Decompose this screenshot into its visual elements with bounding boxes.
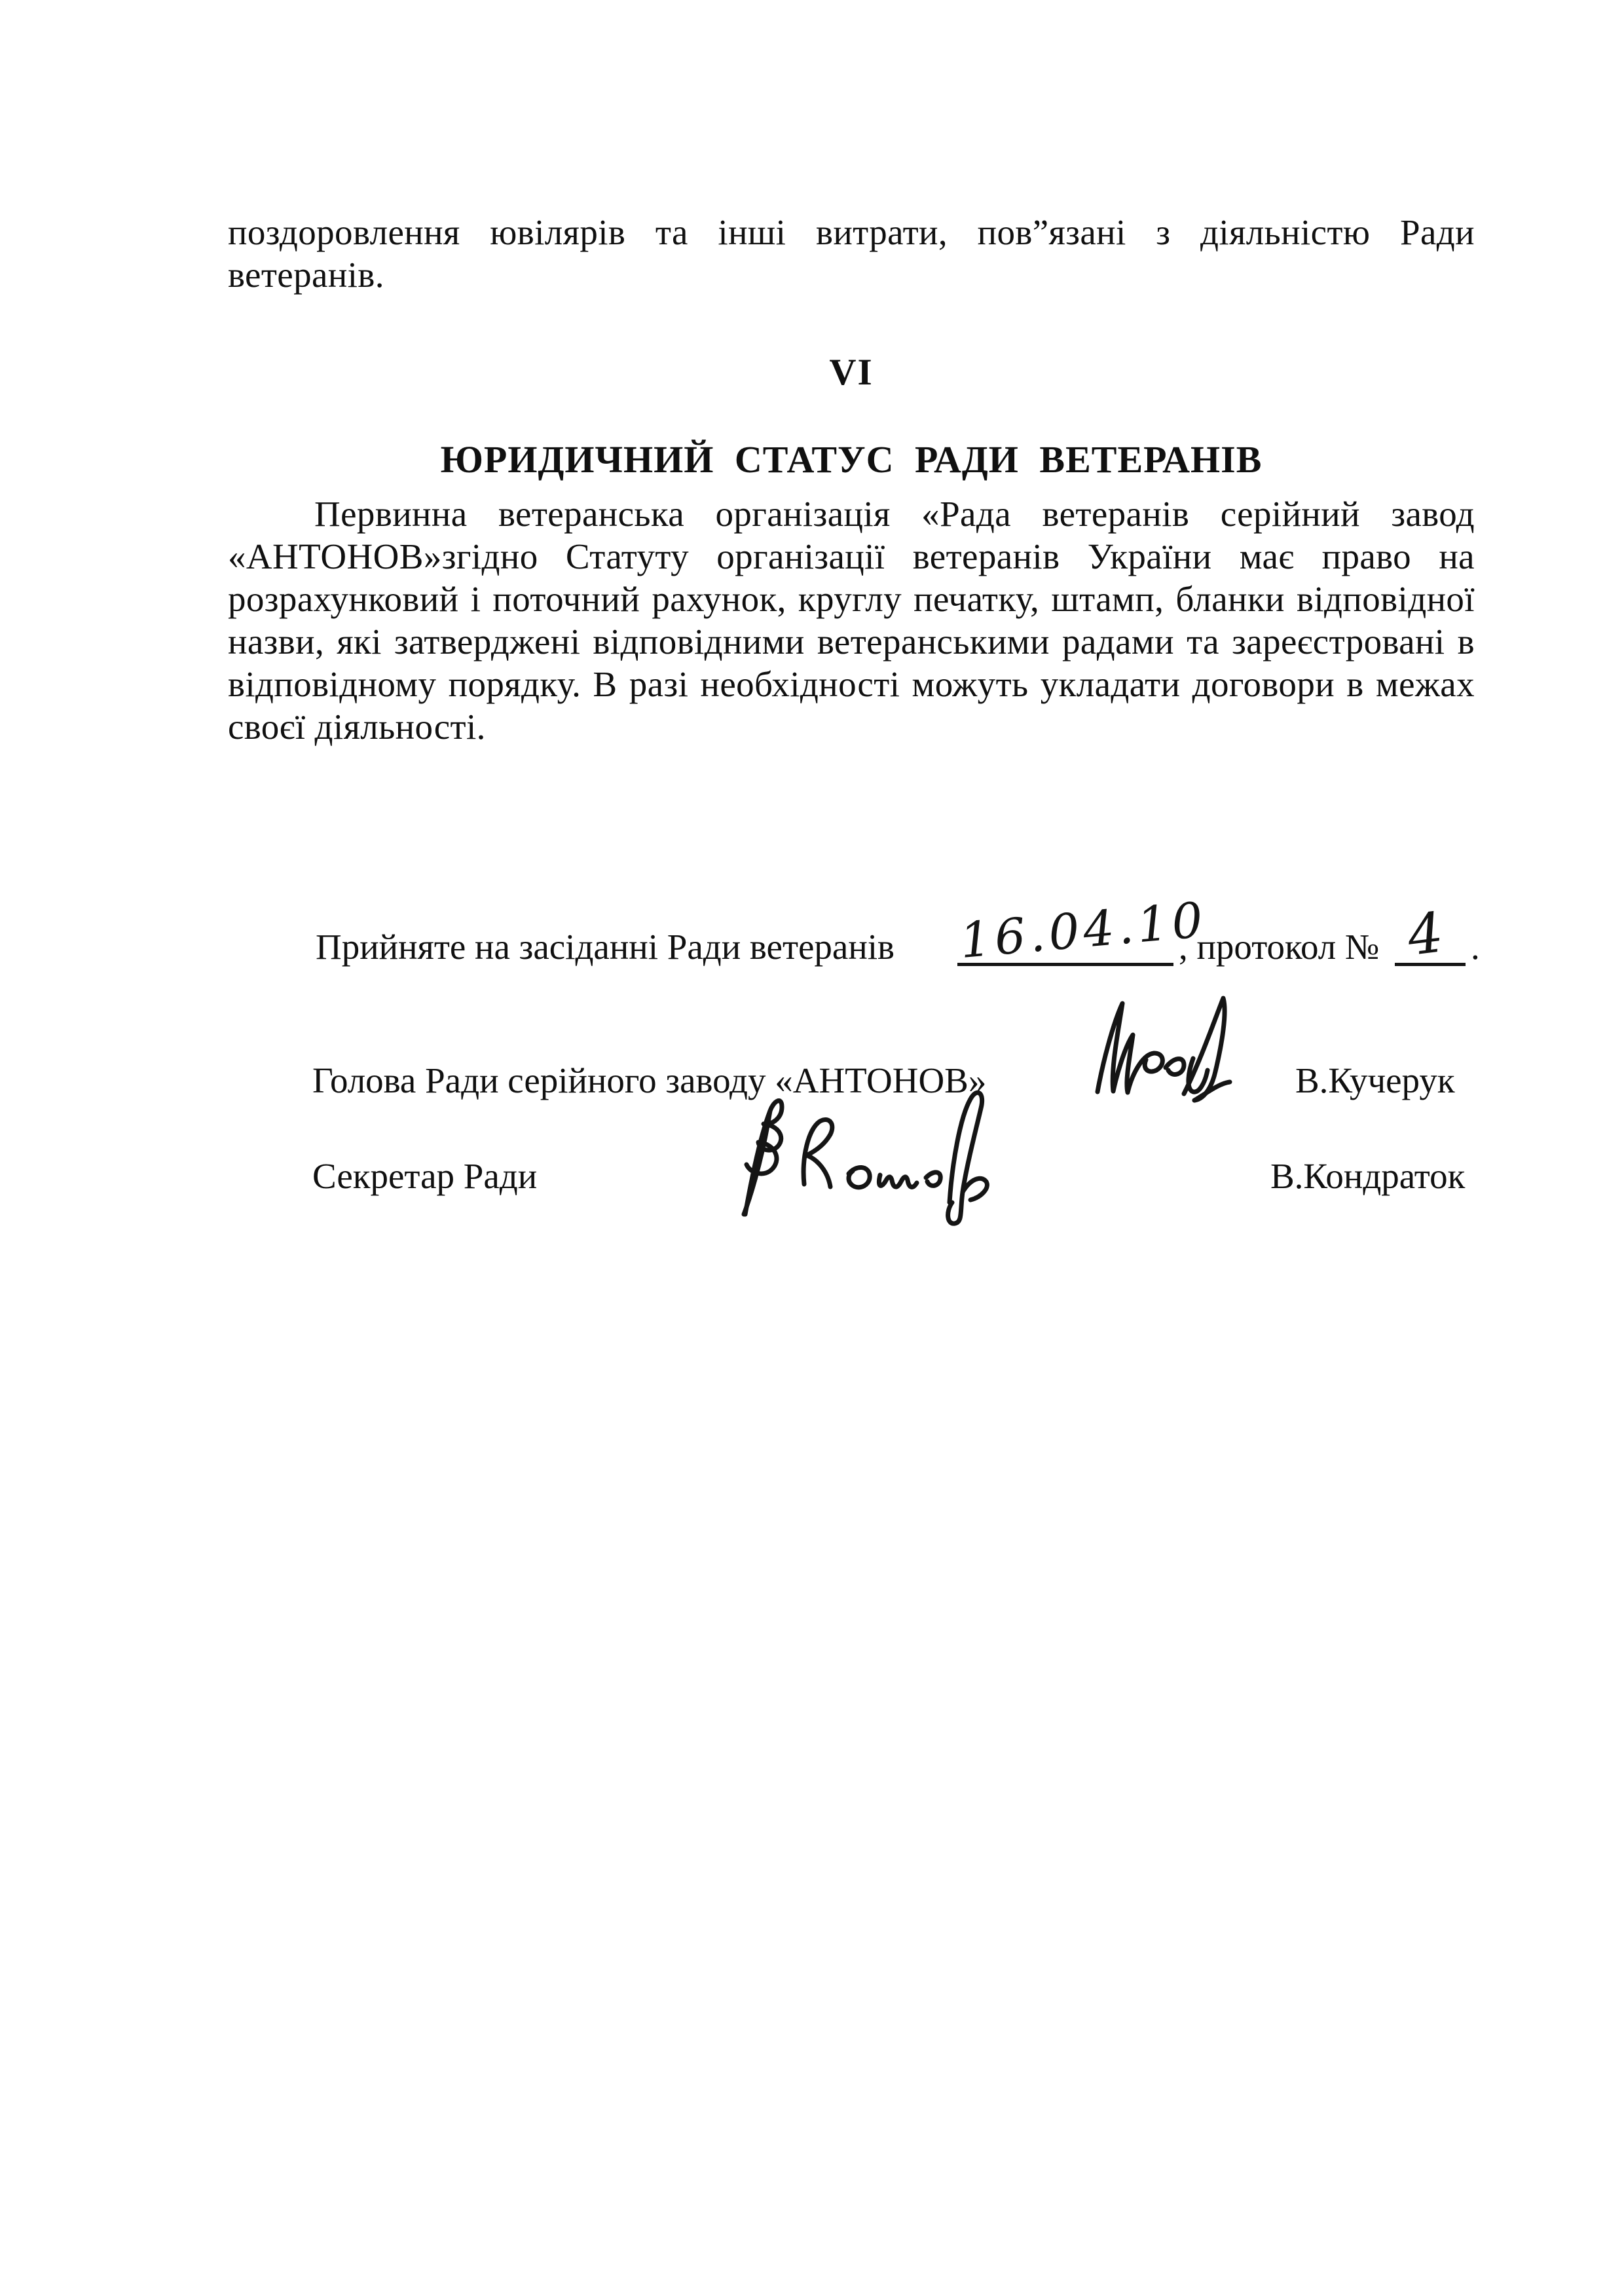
signatory-name-chairman: В.Кучерук — [1295, 1060, 1455, 1100]
signatory-name-secretary: В.Кондраток — [1270, 1156, 1466, 1196]
intro-paragraph: поздоровлення ювілярів та інші витрати, пов”язані з діяльністю Ради ветеранів. — [228, 212, 1475, 295]
handwritten-date: 16.04.10 — [957, 891, 1209, 969]
chairman-signature-scribble — [1079, 984, 1236, 1121]
signatory-title-chairman: Голова Ради серійного заводу «АНТОНОВ» — [312, 1060, 987, 1100]
adoption-period-text: . — [1471, 927, 1480, 967]
date-underline — [957, 891, 1209, 969]
body-paragraph: Первинна ветеранська організація «Рада ветеранів серійний завод «АНТОНОВ»згідно Статуту організації ветеранів України має право на розрахунковий і поточний рахунок, круглу печатку, штамп, бланки відповідної назви, які затверджені відповідними ветеранськими радами та зареєстровані в відповідному порядку. В разі необхідності можуть укладати договори в межах своєї діяльності. — [228, 494, 1475, 747]
secretary-signature-scribble — [706, 1079, 994, 1233]
section-number: VI — [829, 352, 874, 393]
adoption-protocol-text: , протокол № — [1179, 927, 1380, 967]
section-title: ЮРИДИЧНИЙ СТАТУС РАДИ ВЕТЕРАНІВ — [440, 438, 1263, 481]
adoption-prefix-text: Прийняте на засіданні Ради ветеранів — [316, 927, 895, 967]
protocol-number-underline — [1395, 900, 1466, 968]
signatory-title-secretary: Секретар Ради — [312, 1156, 538, 1196]
handwritten-protocol-number: 4 — [1404, 900, 1447, 968]
